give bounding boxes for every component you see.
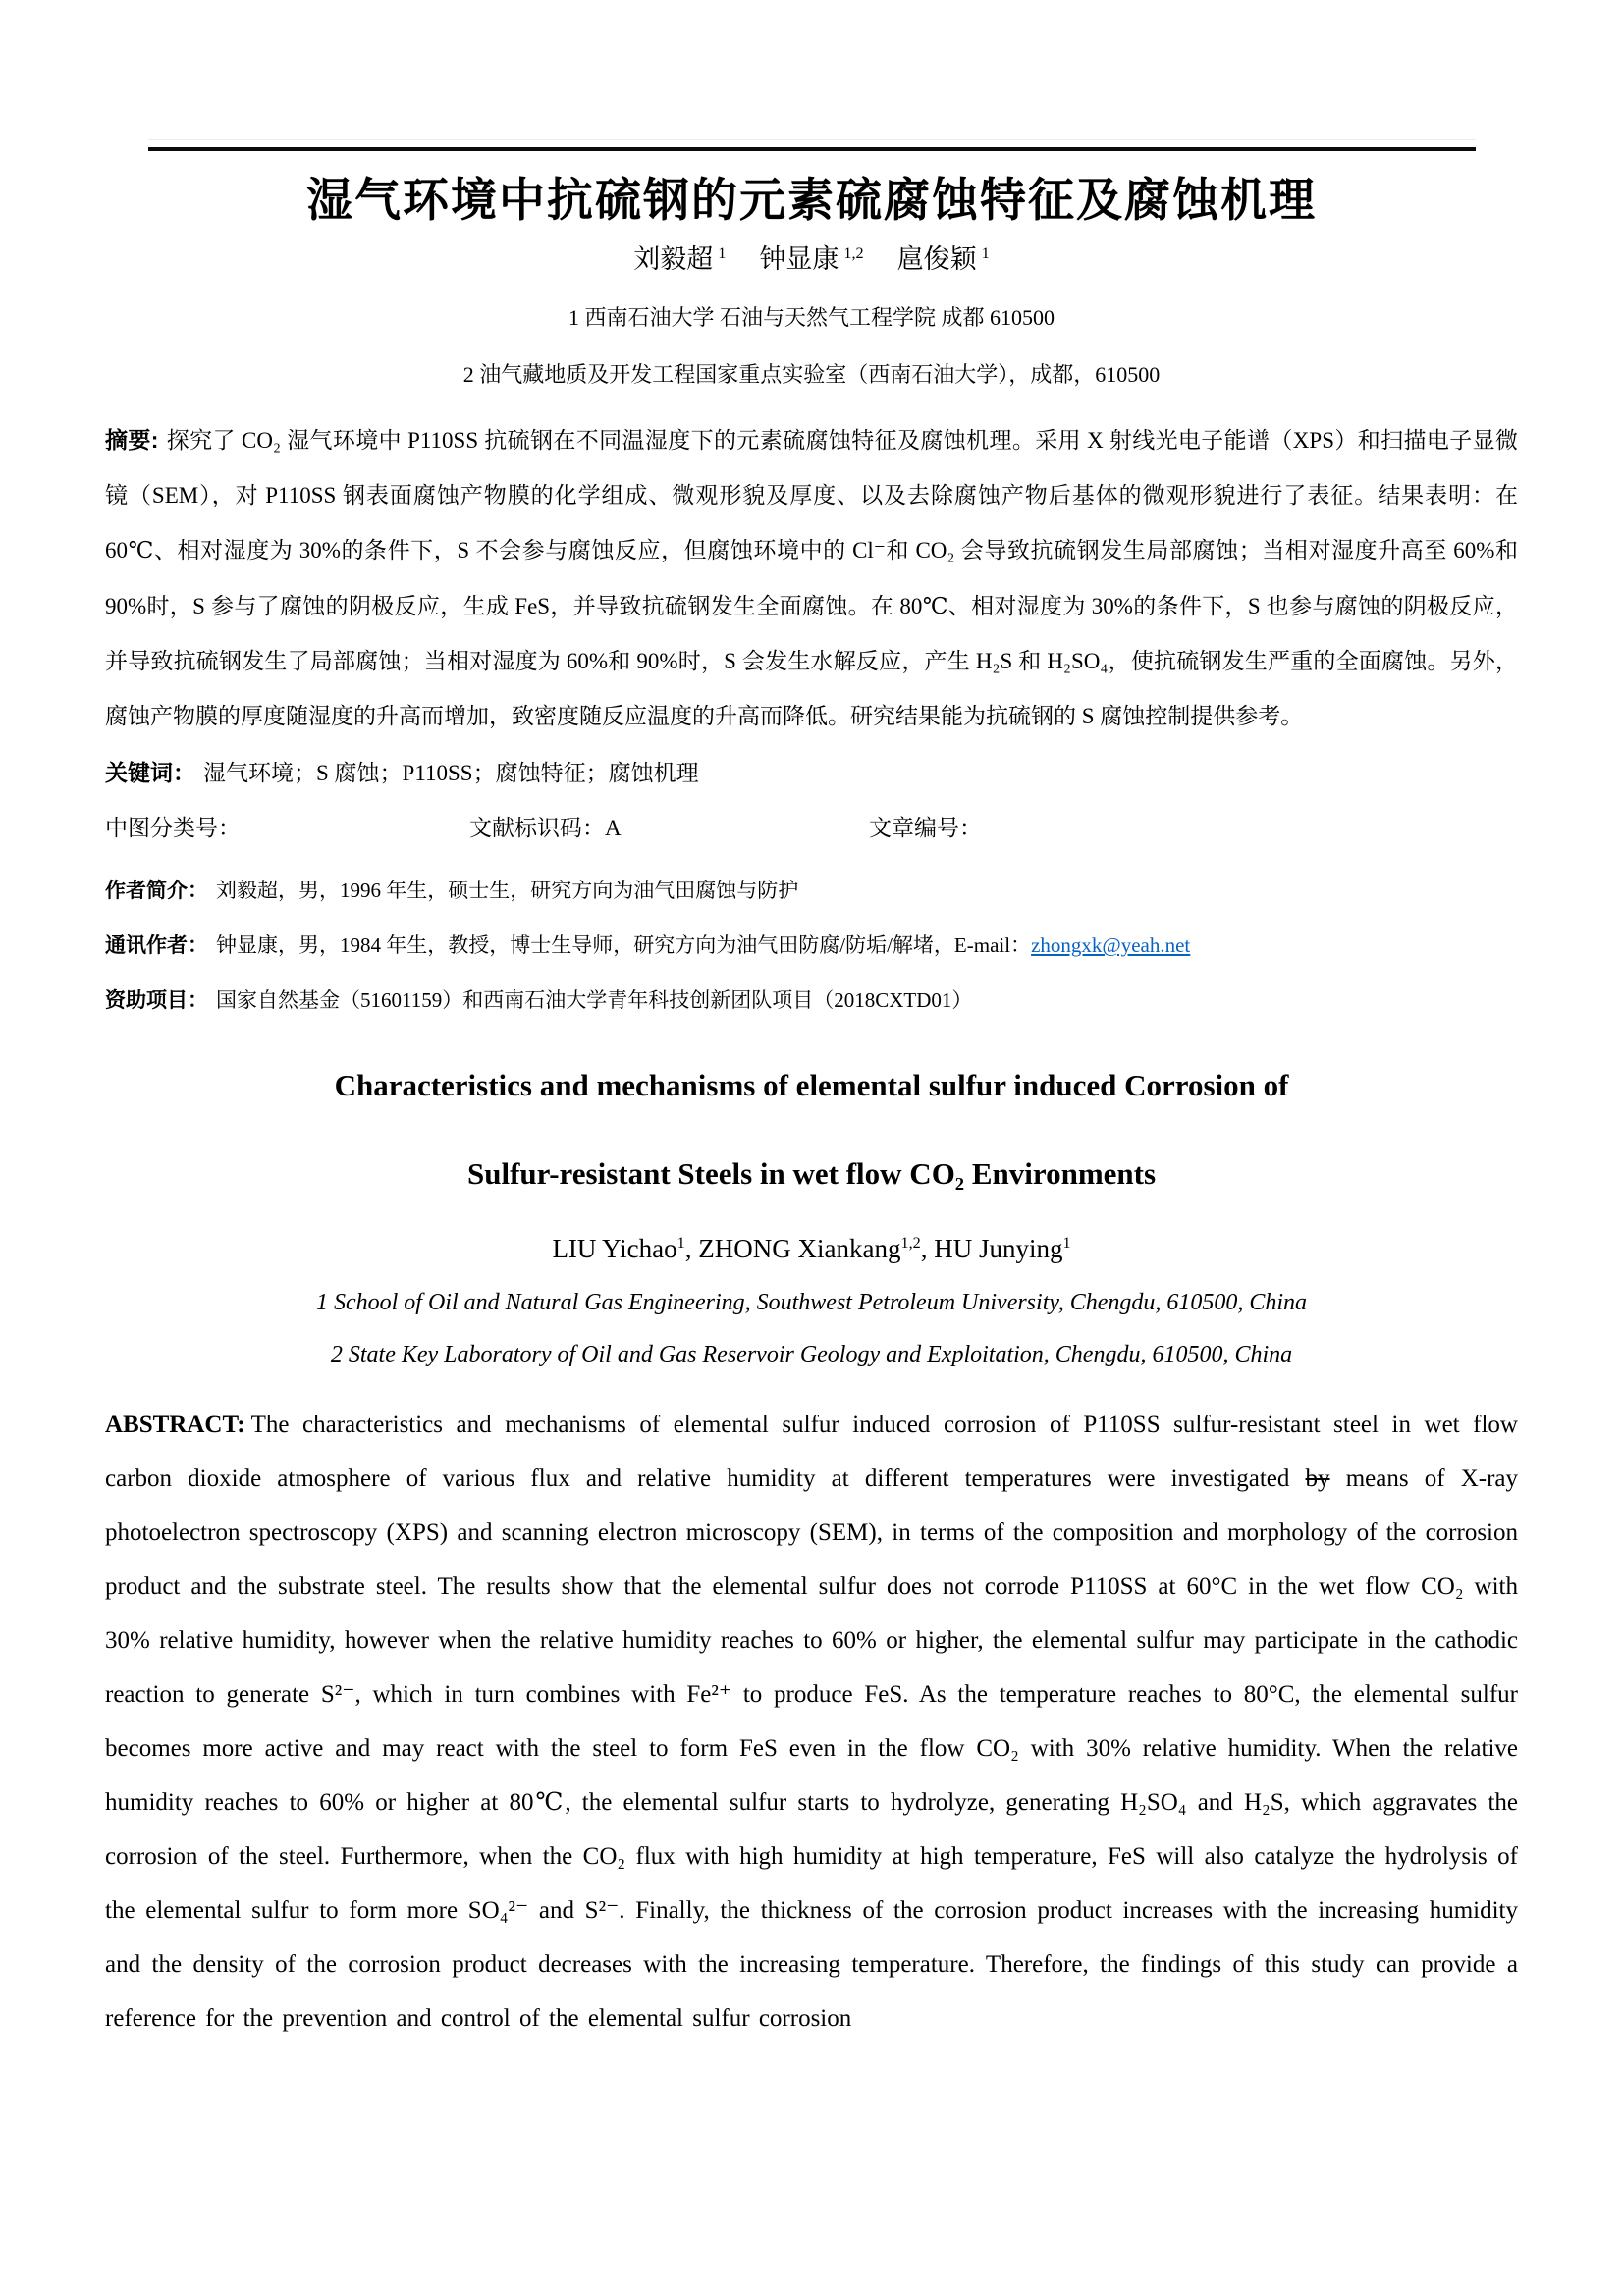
author-bio-text: 刘毅超，男，1996 年生，硕士生，研究方向为油气田腐蚀与防护 [216, 879, 799, 903]
author-name: , ZHONG Xiankang [684, 1233, 901, 1263]
author-bio-label: 作者简介： [105, 880, 208, 903]
author-en [921, 1234, 1071, 1263]
author-affiliation-superscript: 1 [981, 244, 990, 263]
abstract-en-text-part1: The characteristics and mechanisms of elemental sulfur induced corrosion of P110SS sulfur-resistant steel in wet flow carbon dioxide atmosphere of various flux and relative humidity at different temperatures were investigated [105, 1412, 1518, 1493]
authors-cn-line [105, 241, 1518, 279]
author-en [685, 1234, 921, 1263]
author-affiliation-superscript: 1 [718, 244, 727, 263]
abstract-en-paragraph [105, 1398, 1518, 2046]
author-name: 扈俊颖 [896, 244, 977, 275]
document-code-value: A [605, 816, 622, 841]
funding-text: 国家自然基金（51601159）和西南石油大学青年科技创新团队项目（2018CXTD01） [216, 988, 973, 1013]
paper-content [0, 167, 1623, 2046]
affiliation-en-1: 1 School of Oil and Natural Gas Engineering, Southwest Petroleum University, Chengdu, 610500, China [315, 1289, 1308, 1315]
classification-row [105, 801, 1518, 856]
document-code [469, 801, 869, 856]
author-cn [759, 244, 863, 274]
corresponding-author-text: 钟显康，男，1984 年生，教授，博士生导师，研究方向为油气田防腐/防垢/解堵，E-mail： [216, 934, 1032, 958]
strikethrough-word: by [1305, 1466, 1330, 1493]
author-name: LIU Yichao [552, 1233, 677, 1263]
author-name: , HU Junying [920, 1233, 1063, 1263]
affiliation-en-2: 2 State Key Laboratory of Oil and Gas Reservoir Geology and Exploitation, Chengdu, 610500, China [330, 1342, 1293, 1368]
corresponding-author-line [105, 927, 1518, 966]
abstract-en-text-part2: means of X-ray photoelectron spectroscopy (XPS) and scanning electron microscopy (SEM), in terms of the composition and morphology of the corrosion product and the substrate steel. The results show that the elemental sulfur does not corrode P110SS at 60°C in the wet flow CO₂ with 30% relative humidity, however when the relative humidity reaches to 60% or higher, the elemental sulfur may participate in the cathodic reaction to generate S²⁻, which in turn combines with Fe²⁺ to produce FeS. As the temperature reaches to 80°C, the elemental sulfur becomes more active and may react with the steel to form FeS even in the flow CO₂ with 30% relative humidity. When the relative humidity reaches to 60% or higher at 80℃, the elemental sulfur starts to hydrolyze, generating H₂SO₄ and H₂S, which aggravates the corrosion of the steel. Furthermore, when the CO₂ flux with high humidity at high temperature, FeS will also catalyze the hydrolysis of the elemental sulfur to form more SO₄²⁻ and S²⁻. Finally, the thickness of the corrosion product increases with the increasing humidity and the density of the corrosion product decreases with the increasing temperature. Therefore, the findings of this study can provide a reference for the prevention and control of the elemental sulfur corrosion [105, 1466, 1519, 2033]
author-bio-line [105, 872, 1518, 911]
author-name: 刘毅超 [633, 244, 714, 275]
abstract-cn-text: 探究了 CO₂ 湿气环境中 P110SS 抗硫钢在不同温湿度下的元素硫腐蚀特征及腐蚀机理。采用 X 射线光电子能谱（XPS）和扫描电子显微镜（SEM），对 P110SS 钢表面腐蚀产物膜的化学组成、微观形貌及厚度、以及去除腐蚀产物后基体的微观形貌进行了表征。结果表明：在 60℃、相对湿度为 30%的条件下，S 不会参与腐蚀反应，但腐蚀环境中的 Cl⁻和 CO₂ 会导致抗硫钢发生局部腐蚀；当相对湿度升高至 60%和 90%时，S 参与了腐蚀的阴极反应，生成 FeS，并导致抗硫钢发生全面腐蚀。在 80℃、相对湿度为 30%的条件下，S 也参与腐蚀的阴极反应，并导致抗硫钢发生了局部腐蚀；当相对湿度为 60%和 90%时，S 会发生水解反应，产生 H₂S 和 H₂SO₄，使抗硫钢发生严重的全面腐蚀。另外，腐蚀产物膜的厚度随湿度的升高而增加，致密度随反应温度的升高而降低。研究结果能为抗硫钢的 S 腐蚀控制提供参考。 [105, 427, 1519, 729]
abstract-cn-label: 摘要: [105, 426, 159, 453]
clc-number-label: 中图分类号： [105, 816, 241, 841]
paper-title-cn: 湿气环境中抗硫钢的元素硫腐蚀特征及腐蚀机理 [306, 174, 1317, 226]
author-name: 钟显康 [759, 244, 839, 275]
header-rule [148, 139, 1476, 151]
funding-line [105, 982, 1518, 1021]
abstract-cn-paragraph [105, 412, 1518, 745]
document-code-label: 文献标识码： [469, 816, 605, 841]
keywords-text: 湿气环境；S 腐蚀；P110SS；腐蚀特征；腐蚀机理 [203, 760, 699, 785]
keywords-label: 关键词： [105, 759, 195, 785]
funding-label: 资助项目： [105, 989, 208, 1013]
article-number-label: 文章编号： [869, 816, 982, 841]
paper-title-en-line1: Characteristics and mechanisms of elemental sulfur induced Corrosion of [334, 1068, 1289, 1103]
corresponding-author-label: 通讯作者： [105, 934, 208, 958]
paper-title-en-line2: Sulfur-resistant Steels in wet flow CO₂ Environments [466, 1156, 1157, 1192]
authors-en-line [105, 1232, 1518, 1266]
author-affiliation-superscript: 1,2 [843, 244, 864, 263]
abstract-en-label: ABSTRACT: [105, 1412, 245, 1439]
affiliation-cn-1: 1 西南石油大学 石油与天然气工程学院 成都 610500 [568, 304, 1055, 330]
author-affiliation-superscript: 1 [1062, 1233, 1071, 1252]
author-affiliation-superscript: 1 [676, 1233, 685, 1252]
author-affiliation-superscript: 1,2 [900, 1233, 921, 1252]
keywords-line [105, 745, 1518, 801]
author-cn [897, 244, 990, 274]
author-en [552, 1234, 684, 1263]
author-cn [633, 244, 726, 274]
email-link[interactable]: zhongxk@yeah.net [1031, 934, 1191, 958]
affiliation-cn-2: 2 油气藏地质及开发工程国家重点实验室（西南石油大学），成都，610500 [462, 362, 1161, 388]
